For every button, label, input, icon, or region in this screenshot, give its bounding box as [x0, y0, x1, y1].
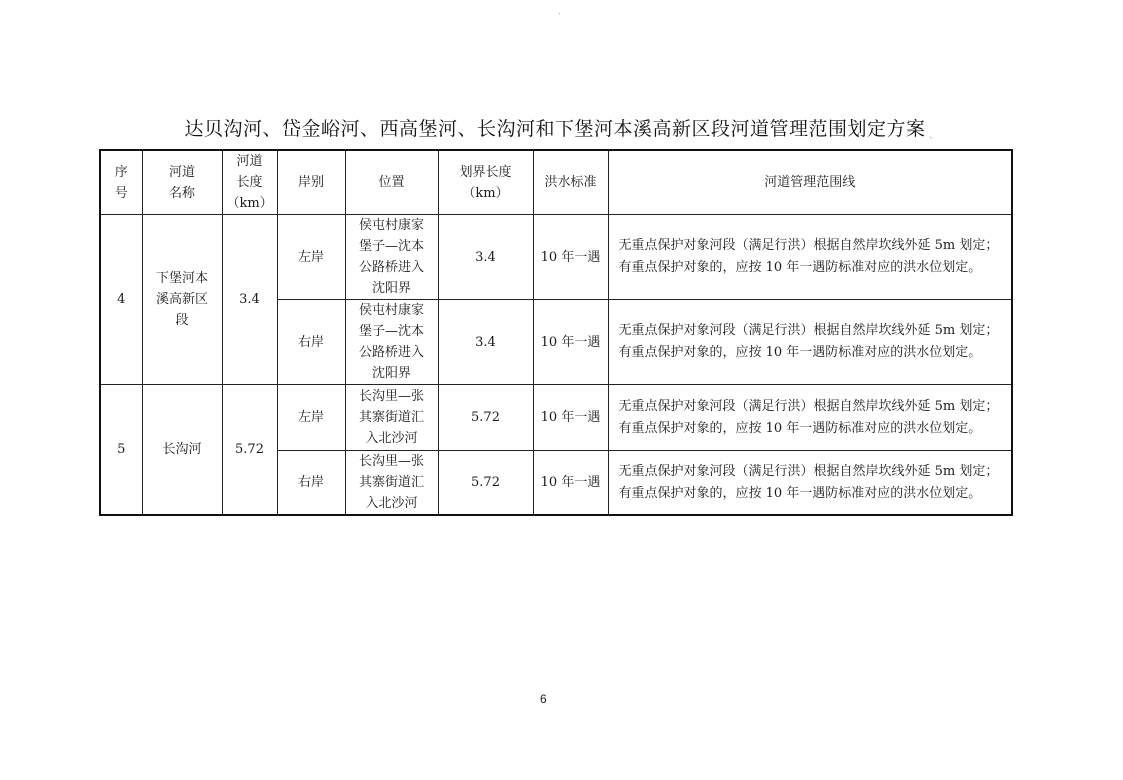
- header-flood-standard: 洪水标准: [533, 150, 608, 215]
- cell-location: 侯屯村康家堡子—沈本公路桥进入沈阳界: [345, 300, 438, 385]
- cell-scope: 无重点保护对象河段（满足行洪）根据自然岸坎线外延 5m 划定；有重点保护对象的，应按 10 年一遇防标准对应的洪水位划定。: [608, 215, 1012, 300]
- cell-seq: 4: [100, 215, 142, 385]
- cell-river-name: 下堡河本溪高新区段: [142, 215, 222, 385]
- scan-speck: ·: [558, 8, 561, 18]
- table-header-row: [100, 150, 1012, 215]
- header-river-length: 河道 长度 （km）: [222, 150, 277, 215]
- header-boundary-length: 划界长度 （km）: [438, 150, 533, 215]
- header-location: 位置: [345, 150, 438, 215]
- header-scope-line: 河道管理范围线: [608, 150, 1012, 215]
- cell-flood-standard: 10 年一遇: [533, 215, 608, 300]
- table-row: [100, 215, 1012, 300]
- cell-location: 长沟里—张其寨街道汇入北沙河: [345, 385, 438, 451]
- cell-bank: 右岸: [277, 300, 345, 385]
- page-number: 6: [540, 692, 547, 706]
- cell-bank: 左岸: [277, 215, 345, 300]
- cell-location: 侯屯村康家堡子—沈本公路桥进入沈阳界: [345, 215, 438, 300]
- cell-scope: 无重点保护对象河段（满足行洪）根据自然岸坎线外延 5m 划定；有重点保护对象的，应按 10 年一遇防标准对应的洪水位划定。: [608, 385, 1012, 451]
- river-management-table: [99, 149, 1013, 516]
- table-row: [100, 385, 1012, 451]
- cell-scope: 无重点保护对象河段（满足行洪）根据自然岸坎线外延 5m 划定；有重点保护对象的，应按 10 年一遇防标准对应的洪水位划定。: [608, 300, 1012, 385]
- cell-bank: 右岸: [277, 451, 345, 516]
- cell-flood-standard: 10 年一遇: [533, 451, 608, 516]
- cell-boundary-length: 5.72: [438, 451, 533, 516]
- header-river-name: 河道 名称: [142, 150, 222, 215]
- cell-boundary-length: 5.72: [438, 385, 533, 451]
- cell-scope: 无重点保护对象河段（满足行洪）根据自然岸坎线外延 5m 划定；有重点保护对象的，应按 10 年一遇防标准对应的洪水位划定。: [608, 451, 1012, 516]
- cell-boundary-length: 3.4: [438, 300, 533, 385]
- header-bank: 岸别: [277, 150, 345, 215]
- document-title: 达贝沟河、岱金峪河、西高堡河、长沟河和下堡河本溪高新区段河道管理范围划定方案: [184, 118, 926, 140]
- cell-river-name: 长沟河: [142, 385, 222, 516]
- cell-flood-standard: 10 年一遇: [533, 300, 608, 385]
- cell-flood-standard: 10 年一遇: [533, 385, 608, 451]
- cell-seq: 5: [100, 385, 142, 516]
- cell-bank: 左岸: [277, 385, 345, 451]
- header-seq: 序 号: [100, 150, 142, 215]
- cell-boundary-length: 3.4: [438, 215, 533, 300]
- scan-speck: 、: [929, 130, 939, 140]
- cell-river-length: 5.72: [222, 385, 277, 516]
- cell-location: 长沟里—张其寨街道汇入北沙河: [345, 451, 438, 516]
- cell-river-length: 3.4: [222, 215, 277, 385]
